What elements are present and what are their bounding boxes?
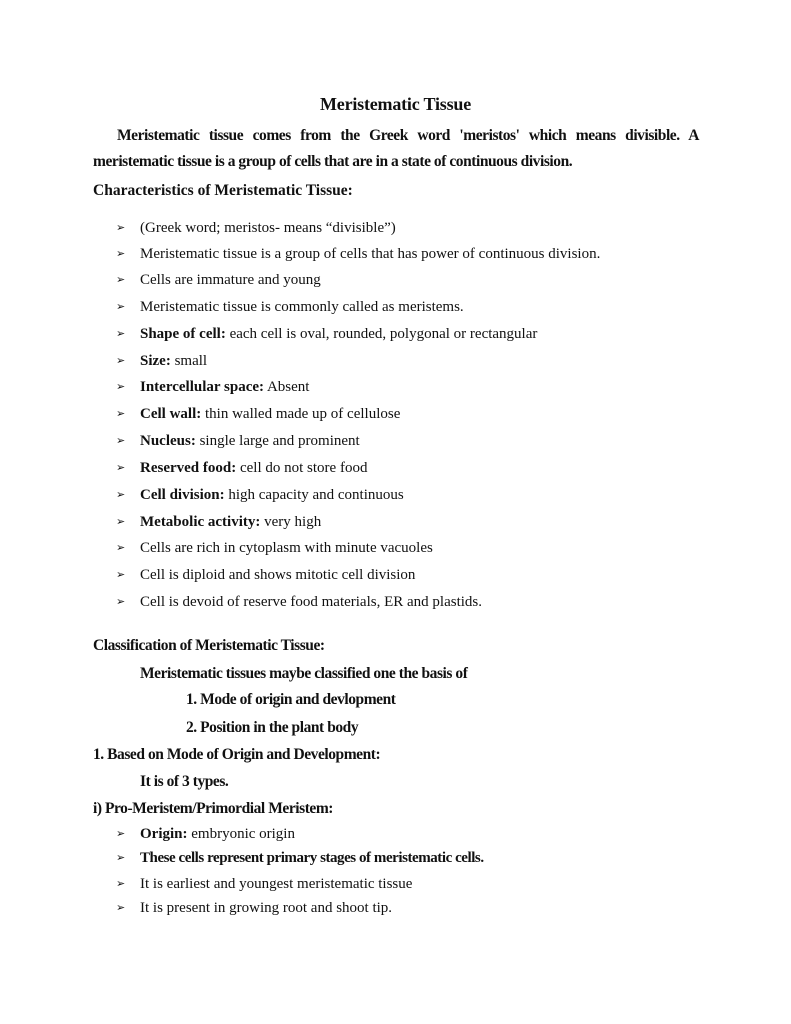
list-item [116,353,208,370]
list-item [116,406,401,423]
item-term: Reserved food: [140,460,237,476]
list-item [116,514,322,531]
item-text: cell do not store food [236,460,368,476]
item-text: Cell is diploid and shows mitotic cell division [140,567,416,583]
list-item [116,900,393,917]
item-text: single large and prominent [195,433,360,449]
item-text: embryonic origin [187,826,295,842]
classification-intro: Meristematic tissues maybe classified one the basis of [140,665,468,682]
item-text: Meristematic tissue is commonly called as meristems. [140,299,464,315]
list-item [116,487,404,504]
list-item [116,272,321,289]
arrow-bullet-icon: ➢ [116,877,126,890]
item-term: Shape of cell: [140,326,226,342]
item-text: very high [260,514,322,530]
arrow-bullet-icon: ➢ [116,488,126,501]
arrow-bullet-icon: ➢ [116,901,126,914]
list-item [116,826,295,843]
classification-basis-2: 2. Position in the plant body [186,719,359,736]
page-title: Meristematic Tissue [319,94,471,114]
item-text: (Greek word; meristos- means “divisible”) [140,220,396,236]
arrow-bullet-icon: ➢ [116,461,126,474]
arrow-bullet-icon: ➢ [116,515,126,528]
arrow-bullet-icon: ➢ [116,247,126,260]
classification-basis-1: 1. Mode of origin and devlopment [186,691,396,708]
arrow-bullet-icon: ➢ [116,827,126,840]
list-item [116,850,484,867]
arrow-bullet-icon: ➢ [116,851,125,864]
item-text: high capacity and continuous [224,487,404,503]
arrow-bullet-icon: ➢ [116,595,126,608]
item-text: Cells are immature and young [140,272,321,288]
arrow-bullet-icon: ➢ [116,300,126,313]
list-item [116,433,360,450]
item-term: Cell wall: [140,406,202,422]
arrow-bullet-icon: ➢ [116,568,126,581]
item-text: Cells are rich in cytoplasm with minute vacuoles [140,540,433,556]
item-text: Meristematic tissue is a group of cells that has power of continuous division. [140,246,601,262]
arrow-bullet-icon: ➢ [116,541,126,554]
item-term: Cell division: [140,487,225,503]
item-term: Origin: [140,826,188,842]
section-1-heading: 1. Based on Mode of Origin and Development: [93,746,381,763]
list-item [116,299,464,316]
list-item [116,876,413,893]
arrow-bullet-icon: ➢ [116,380,126,393]
list-item [116,326,538,343]
item-term: Size: [140,353,171,369]
item-text: It is earliest and youngest meristematic tissue [140,876,413,892]
intro-line-1: Meristematic tissue comes from the Greek word 'meristos' which means divisible. A [117,127,699,144]
list-item [116,594,483,611]
list-item [116,220,396,237]
promeristem-heading: i) Pro-Meristem/Primordial Meristem: [93,800,334,817]
list-item [116,379,310,396]
item-text: It is present in growing root and shoot tip. [140,900,393,916]
item-text: each cell is oval, rounded, polygonal or rectangular [225,326,538,342]
item-text: Absent [264,379,310,395]
arrow-bullet-icon: ➢ [116,434,126,447]
classification-heading: Classification of Meristematic Tissue: [93,637,325,654]
arrow-bullet-icon: ➢ [116,354,126,367]
section-1-text: It is of 3 types. [140,773,229,790]
arrow-bullet-icon: ➢ [116,221,126,234]
list-item [116,460,368,477]
item-text: thin walled made up of cellulose [201,406,401,422]
item-term: Intercellular space: [140,379,265,395]
item-term: Nucleus: [140,433,196,449]
list-item [116,246,601,263]
item-text: small [170,353,208,369]
intro-line-2: meristematic tissue is a group of cells that are in a state of continuous division. [93,153,573,170]
item-text: These cells represent primary stages of meristematic cells. [140,850,484,866]
arrow-bullet-icon: ➢ [116,327,126,340]
item-term: Metabolic activity: [140,514,261,530]
arrow-bullet-icon: ➢ [116,407,126,420]
item-text: Cell is devoid of reserve food materials, ER and plastids. [140,594,483,610]
list-item [116,567,416,584]
arrow-bullet-icon: ➢ [116,273,126,286]
list-item [116,540,433,557]
characteristics-heading: Characteristics of Meristematic Tissue: [93,182,353,199]
